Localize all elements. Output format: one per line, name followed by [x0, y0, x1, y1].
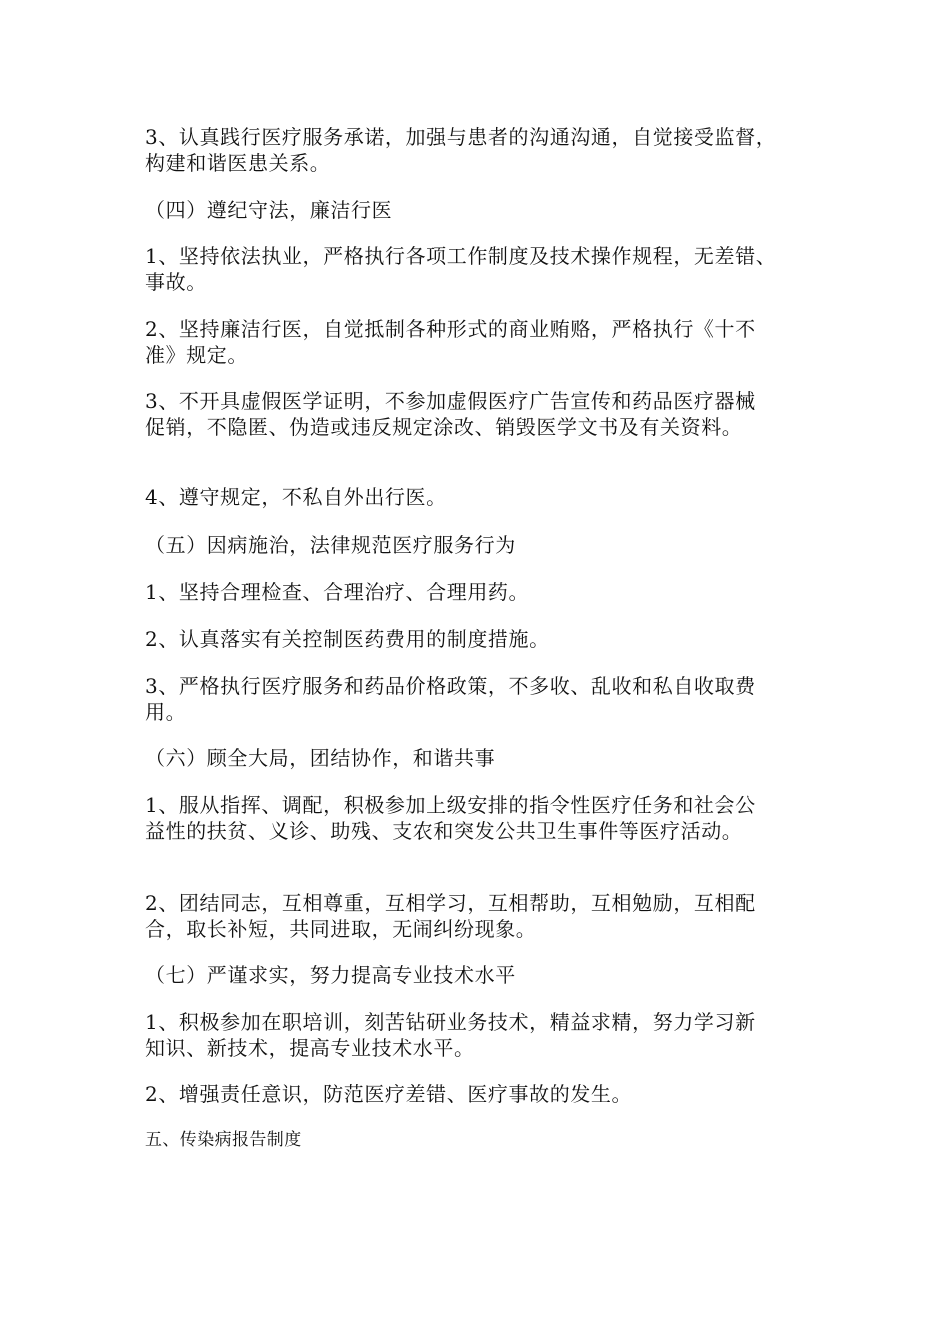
paragraph-1	[145, 124, 815, 176]
paragraph-4	[145, 388, 815, 440]
paragraph-8	[145, 673, 815, 725]
paragraph-6	[145, 579, 815, 605]
subheading-5	[145, 532, 815, 558]
paragraph-11	[145, 1009, 815, 1061]
text-line: 合，取长补短，共同进取，无闹纠纷现象。	[145, 917, 537, 941]
paragraph-3	[145, 316, 815, 368]
text-line: 1、服从指挥、调配，积极参加上级安排的指令性医疗任务和社会公	[145, 793, 756, 817]
text-line: 3、不开具虚假医学证明，不参加虚假医疗广告宣传和药品医疗器械	[145, 389, 756, 413]
text-line: 2、认真落实有关控制医药费用的制度措施。	[145, 627, 550, 651]
text-line: 1、坚持依法执业，严格执行各项工作制度及技术操作规程，无差错、	[145, 244, 777, 268]
paragraph-5	[145, 484, 815, 510]
text-line: （四）遵纪守法，廉洁行医	[145, 198, 393, 222]
text-line: 知识、新技术，提高专业技术水平。	[145, 1036, 475, 1060]
paragraph-12	[145, 1081, 815, 1107]
text-line: 1、积极参加在职培训，刻苦钻研业务技术，精益求精，努力学习新	[145, 1010, 756, 1034]
text-line: 促销，不隐匿、伪造或违反规定涂改、销毁医学文书及有关资料。	[145, 415, 743, 439]
text-line: 3、严格执行医疗服务和药品价格政策，不多收、乱收和私自收取费	[145, 674, 756, 698]
text-line: 用。	[145, 700, 187, 724]
paragraph-2	[145, 243, 815, 295]
subheading-4	[145, 197, 815, 223]
text-line: 2、团结同志，互相尊重，互相学习，互相帮助，互相勉励，互相配	[145, 891, 756, 915]
text-line: 2、坚持廉洁行医，自觉抵制各种形式的商业贿赂，严格执行《十不	[145, 317, 756, 341]
text-line: 2、增强责任意识，防范医疗差错、医疗事故的发生。	[145, 1082, 633, 1106]
text-line: （七）严谨求实，努力提高专业技术水平	[145, 963, 516, 987]
text-line: （六）顾全大局，团结协作，和谐共事	[145, 746, 496, 770]
text-line: （五）因病施治，法律规范医疗服务行为	[145, 533, 516, 557]
text-line: 准》规定。	[145, 343, 248, 367]
text-line: 益性的扶贫、义诊、助残、支农和突发公共卫生事件等医疗活动。	[145, 819, 743, 843]
paragraph-9	[145, 792, 815, 844]
subheading-7	[145, 962, 815, 988]
text-line: 1、坚持合理检查、合理治疗、合理用药。	[145, 580, 530, 604]
paragraph-10	[145, 890, 815, 942]
text-line: 事故。	[145, 270, 207, 294]
text-line: 构建和谐医患关系。	[145, 151, 331, 175]
paragraph-7	[145, 626, 815, 652]
text-line: 4、遵守规定，不私自外出行医。	[145, 485, 447, 509]
text-line: 3、认真践行医疗服务承诺，加强与患者的沟通沟通，自觉接受监督，	[145, 125, 777, 149]
section-heading: 五、传染病报告制度	[145, 1130, 302, 1150]
subheading-6	[145, 745, 815, 771]
